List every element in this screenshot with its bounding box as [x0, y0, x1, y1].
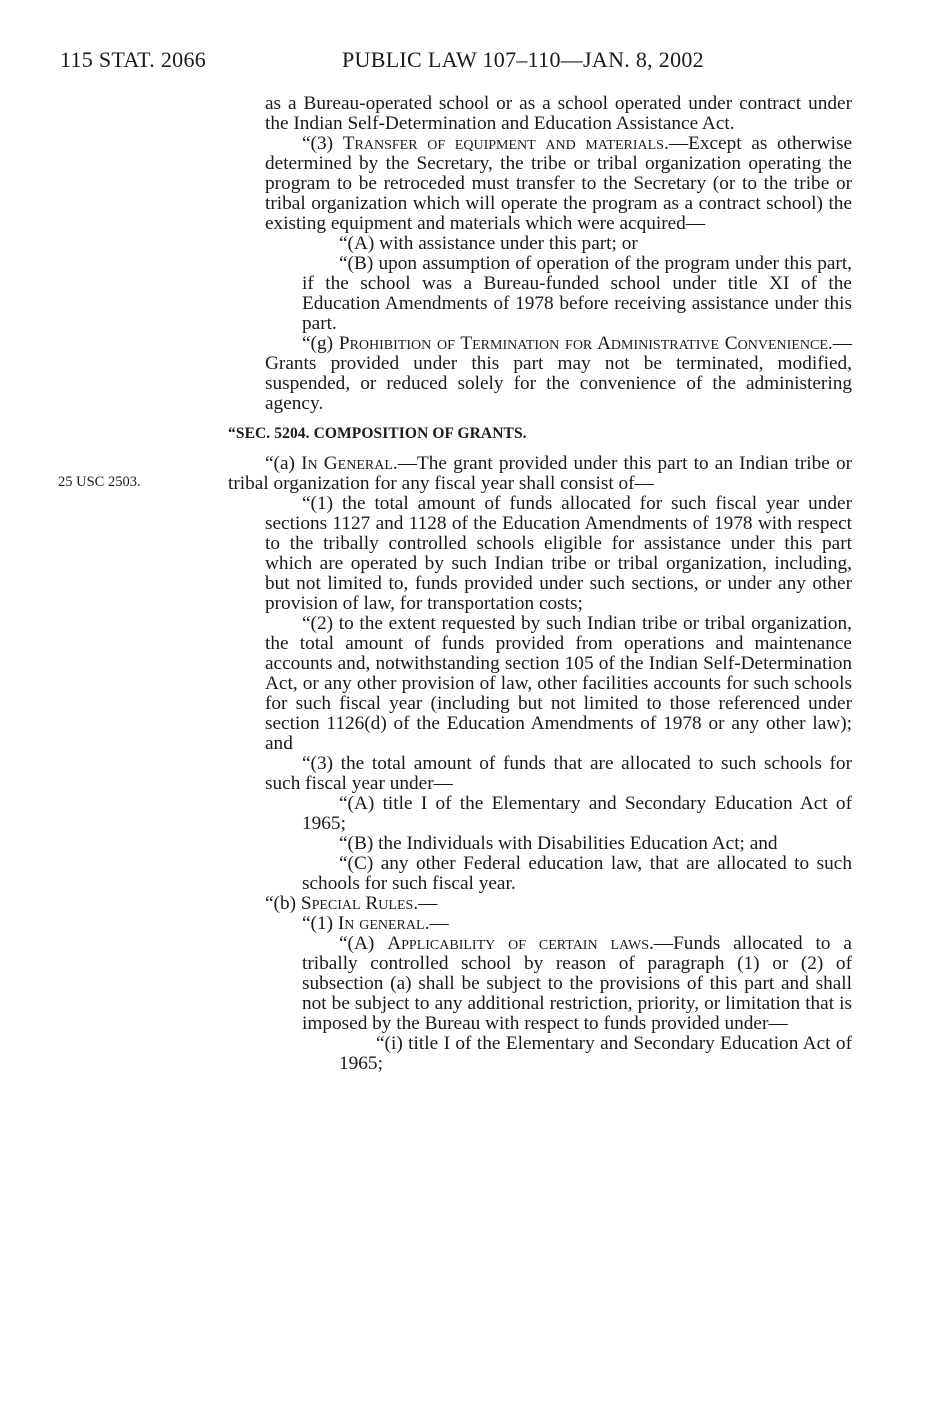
paragraph-text: .—Except as otherwise determined by the Secretary, the tribe or tribal organization operating the program to be retroceded must transfer to the Secretary (or to the tribe or tribal organization which will operate the program as a contract school) the existing equipment and materials which were acquired—	[265, 133, 853, 234]
section-heading	[228, 424, 852, 444]
paragraph-heading: Prohibition of Termination for Administrative Convenience	[338, 333, 828, 354]
paragraph-text: .—Grants provided under this part may not be terminated, modified, suspended, or reduced solely for the convenience of the administering agency.	[265, 333, 852, 414]
paragraph-rules-in-general	[228, 914, 852, 934]
paragraph-special-rules	[228, 894, 852, 914]
paragraph-heading: Applicability of certain laws	[387, 933, 649, 954]
paragraph-lead: “(a)	[265, 453, 302, 474]
paragraph-prohibition-termination	[228, 334, 852, 414]
paragraph-item-2	[228, 614, 852, 754]
public-law-title: PUBLIC LAW 107–110—JAN. 8, 2002	[342, 47, 704, 72]
paragraph-heading: Transfer of equipment and materials	[342, 133, 664, 154]
usc-margin-citation: 25 USC 2503.	[58, 474, 141, 490]
paragraph-text: .—The grant provided under this part to an Indian tribe or tribal organization for any fiscal year shall consist of—	[228, 453, 852, 494]
paragraph-item-i	[228, 1034, 852, 1074]
paragraph-in-general	[228, 454, 852, 494]
paragraph-item-3B	[228, 834, 852, 854]
paragraph-heading: In General	[301, 453, 393, 474]
paragraph-lead: “(3)	[302, 133, 343, 154]
paragraph-item-1	[228, 494, 852, 614]
paragraph-lead: “(g)	[302, 333, 339, 354]
paragraph-item-3A	[228, 794, 852, 834]
paragraph-text: “(B) the Individuals with Disabilities Education Act; and	[339, 833, 778, 854]
paragraph-text: as a Bureau-operated school or as a school operated under contract under the Indian Self-Determination and Education Assistance Act.	[265, 93, 852, 134]
paragraph-text: .—	[424, 913, 449, 934]
paragraph-text: “(A) with assistance under this part; or	[339, 233, 638, 254]
paragraph-lead: “(1)	[302, 913, 338, 934]
paragraph-text: “(1) the total amount of funds allocated for such fiscal year under sections 1127 and 1128 of the Education Amendments of 1978 with respect to the tribally controlled schools eligible for assistance under this part which are operated by such Indian tribe or tribal organization, including, but not limited to, funds provided under such sections, or under any other provision of law, for transportation costs;	[265, 493, 852, 614]
paragraph-heading: Special Rules	[300, 893, 414, 914]
paragraph-text: “(2) to the extent requested by such Indian tribe or tribal organization, the total amount of funds provided from operations and maintenance accounts and, notwithstanding section 105 of the Indian Self-Determination Act, or any other provision of law, other facilities accounts for such schools for such fiscal year (including but not limited to those referenced under section 1126(d) of the Education Amendments of 1978 or any other law); and	[265, 613, 852, 754]
paragraph-text: “(C) any other Federal education law, that are allocated to such schools for such fiscal year.	[302, 853, 852, 894]
paragraph-text: .—	[413, 893, 438, 914]
paragraph-lead: “(b)	[265, 893, 301, 914]
paragraph-text: “(A) title I of the Elementary and Secondary Education Act of 1965;	[302, 793, 852, 834]
paragraph-continuation	[228, 94, 852, 134]
paragraph-item-3	[228, 754, 852, 794]
statute-body	[228, 94, 852, 1074]
paragraph-text: .—Funds allocated to a tribally controlled school by reason of paragraph (1) or (2) of subsection (a) shall be subject to the provisions of this part and shall not be subject to any additional restriction, priority, or limitation that is imposed by the Bureau with respect to funds provided under—	[302, 933, 852, 1034]
paragraph-item-3C	[228, 854, 852, 894]
paragraph-text: “(3) the total amount of funds that are allocated to such schools for such fiscal year under—	[265, 753, 852, 794]
paragraph-text: “(i) title I of the Elementary and Secondary Education Act of 1965;	[339, 1033, 852, 1074]
section-title: “SEC. 5204. COMPOSITION OF GRANTS.	[228, 425, 527, 442]
paragraph-subB-assumption	[228, 254, 852, 334]
paragraph-transfer-equipment	[228, 134, 852, 234]
paragraph-subA-assistance	[228, 234, 852, 254]
page-header	[60, 40, 860, 80]
stat-page-number: 115 STAT. 2066	[60, 47, 207, 72]
paragraph-text: “(B) upon assumption of operation of the program under this part, if the school was a Bureau-funded school under title XI of the Education Amendments of 1978 before receiving assistance under this part.	[302, 253, 852, 334]
paragraph-applicability	[228, 934, 852, 1034]
paragraph-lead: “(A)	[339, 933, 388, 954]
paragraph-heading: In general	[337, 913, 425, 934]
